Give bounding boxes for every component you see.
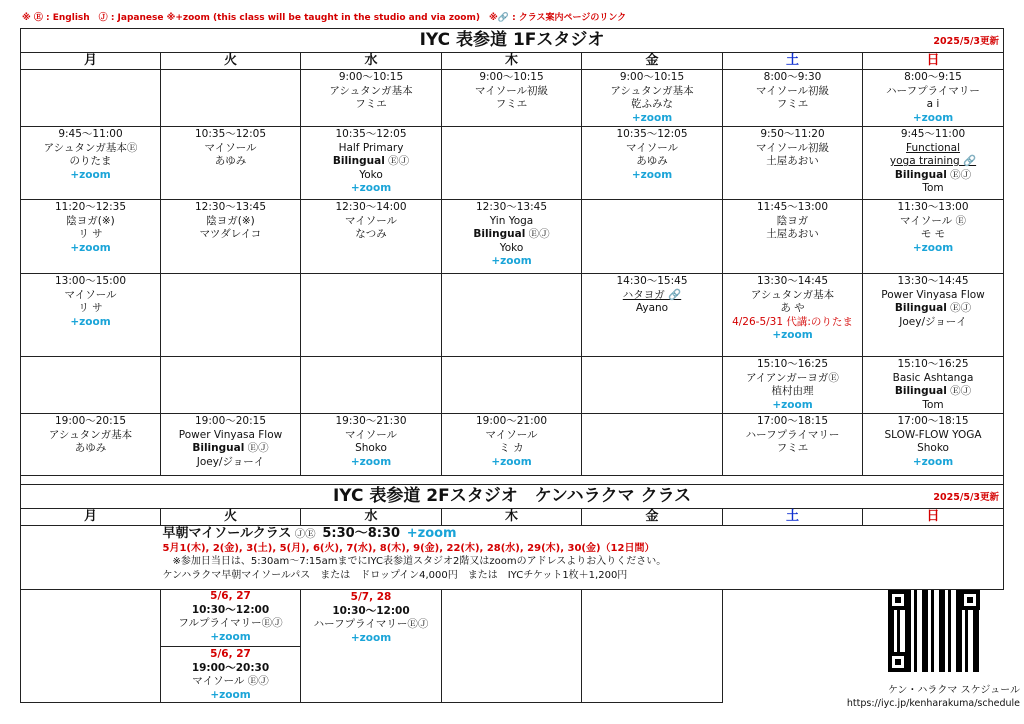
class-cell <box>301 414 442 476</box>
class-time: 17:00～18:15 <box>897 415 969 427</box>
class-cell <box>301 200 442 274</box>
language-icons: ⒺⒿ <box>950 168 972 181</box>
studio2-title-cell <box>21 485 1004 509</box>
class-teacher: リ サ <box>78 228 103 240</box>
class-teacher: Yoko <box>499 241 524 254</box>
zoom-badge: +zoom <box>912 455 954 468</box>
class-time: 11:20～12:35 <box>54 201 127 213</box>
class-cell <box>301 127 442 200</box>
class-teacher: あゆみ <box>74 442 107 454</box>
day-wed: 水 <box>301 509 442 526</box>
class-time: 11:30～13:00 <box>897 201 969 213</box>
class-name: ハーフプライマリーⒺⒿ <box>313 618 429 630</box>
empty-cell <box>161 274 301 357</box>
class-link-yoga-training[interactable]: yoga training 🔗 <box>889 155 977 167</box>
class-time: 9:45～11:00 <box>900 128 966 140</box>
day-sun: 日 <box>863 509 1004 526</box>
class-teacher: フミエ <box>776 98 809 110</box>
class-name: Half Primary <box>338 141 404 154</box>
bilingual-tag <box>865 169 1001 183</box>
bilingual-label: Bilingual <box>894 385 947 397</box>
bilingual-tag <box>865 302 1001 316</box>
schedule-row <box>21 274 1004 357</box>
class-cell <box>21 414 161 476</box>
schedule-row <box>21 127 1004 200</box>
class-name: マイソール <box>344 428 398 441</box>
qr-caption: ケン・ハラクマ スケジュール <box>887 685 1020 696</box>
class-cell <box>723 357 863 414</box>
bilingual-label: Bilingual <box>192 442 245 454</box>
class-teacher: 乾ふみな <box>631 98 673 110</box>
class-cell <box>161 127 301 200</box>
zoom-badge: +zoom <box>772 398 813 411</box>
empty-cell <box>161 70 301 127</box>
class-name: マイソール <box>485 428 538 441</box>
bilingual-label: Bilingual <box>332 155 385 167</box>
class-teacher: 植村由理 <box>771 385 814 397</box>
morning-mysore-cell <box>161 526 1004 590</box>
class-time: 19:30～21:30 <box>335 415 407 427</box>
bilingual-label: Bilingual <box>894 302 947 314</box>
class-cell <box>863 274 1004 357</box>
morning-title: 早朝マイソールクラス <box>162 526 292 541</box>
class-name: 陰ヨガ(※) <box>206 214 255 227</box>
class-time: 10:35～12:05 <box>335 128 407 140</box>
day-tue: 火 <box>161 53 301 70</box>
empty-cell <box>442 274 582 357</box>
zoom-badge: +zoom <box>912 241 954 254</box>
class-time: 14:30～15:45 <box>616 275 688 287</box>
morning-time: 5:30～8:30 <box>322 526 401 541</box>
empty-cell <box>161 357 301 414</box>
zoom-badge: +zoom <box>406 526 457 541</box>
day-thu: 木 <box>442 509 582 526</box>
class-time: 13:00～15:00 <box>54 275 127 287</box>
class-time: 12:30～14:00 <box>335 201 407 213</box>
class-teacher: Shoko <box>917 442 949 454</box>
class-name: ハーフプライマリー <box>745 428 840 441</box>
class-name: アシュタンガ基本 <box>329 84 413 97</box>
class-teacher: フミエ <box>495 98 528 110</box>
class-teacher: Tom <box>922 398 944 411</box>
class-cell <box>723 70 863 127</box>
class-name: マイソール <box>204 141 257 154</box>
class-teacher: フミエ <box>776 442 809 454</box>
empty-cell <box>21 590 161 703</box>
class-cell <box>723 274 863 357</box>
class-cell <box>723 200 863 274</box>
empty-cell <box>301 357 442 414</box>
empty-cell <box>442 127 582 200</box>
class-name: マイソール <box>625 141 679 154</box>
class-cell <box>723 414 863 476</box>
class-time: 19:00～20:15 <box>54 415 127 427</box>
studio1-title: IYC 表参道 1Fスタジオ <box>419 29 605 50</box>
qr-code-icon[interactable] <box>888 590 980 672</box>
language-icons: ⒿⒺ <box>294 528 316 540</box>
morning-note: ※参加日当日は、5:30am～7:15amまでにIYC表参道スタジオ2階又はzoomのアドレスよりお入りください。 <box>172 556 667 567</box>
zoom-badge: +zoom <box>631 168 673 181</box>
class-teacher: リ サ <box>78 302 103 314</box>
class-time: 10:35～12:05 <box>194 128 267 140</box>
zoom-badge: +zoom <box>350 631 392 644</box>
class-teacher: のりたま <box>69 155 112 167</box>
class-name: フルプライマリーⒺⒿ <box>178 617 283 629</box>
class-time: 15:10～16:25 <box>897 358 969 370</box>
zoom-badge: +zoom <box>912 111 954 124</box>
class-cell <box>161 590 301 703</box>
class-time: 9:45～11:00 <box>58 128 123 140</box>
zoom-badge: +zoom <box>772 329 813 341</box>
class-name: 陰ヨガ(※) <box>66 214 115 227</box>
class-name: マイソール初級 <box>755 141 830 154</box>
qr-finder-bottom-left <box>888 652 908 672</box>
class-time: 10:35～12:05 <box>616 128 688 140</box>
class-link-functional[interactable]: Functional <box>906 141 961 154</box>
schedule-row <box>21 357 1004 414</box>
studio2-title: IYC 表参道 2Fスタジオ ケンハラクマ クラス <box>332 485 692 506</box>
language-icons: ⒺⒿ <box>247 442 269 454</box>
day-wed: 水 <box>301 53 442 70</box>
bilingual-label: Bilingual <box>894 168 947 181</box>
empty-cell <box>21 357 161 414</box>
class-teacher: なつみ <box>355 228 387 240</box>
class-cell <box>21 200 161 274</box>
zoom-badge: +zoom <box>491 455 532 468</box>
schedule-row <box>21 414 1004 476</box>
class-teacher: ミ カ <box>499 442 524 454</box>
studio2-updated: 2025/5/3更新 <box>933 492 1000 503</box>
class-time: 13:30～14:45 <box>897 275 969 287</box>
empty-cell <box>21 70 161 127</box>
class-teacher: Ayano <box>635 302 669 314</box>
class-teacher: あゆみ <box>214 155 247 167</box>
class-teacher: Yoko <box>359 168 383 181</box>
class-name: SLOW-FLOW YOGA <box>884 428 982 441</box>
day-header-row-2 <box>21 509 1004 526</box>
class-time: 10:30～12:00 <box>191 603 270 616</box>
class-cell <box>301 590 442 703</box>
studio1-title-cell <box>21 29 1004 53</box>
class-cell <box>863 357 1004 414</box>
class-cell <box>442 200 582 274</box>
class-teacher: Shoko <box>355 442 387 454</box>
class-teacher: Joey/ジョーイ <box>899 315 967 328</box>
qr-finder-top-right <box>960 590 980 610</box>
class-time: 8:00～9:30 <box>763 71 822 83</box>
class-cell <box>582 70 723 127</box>
class-teacher: 土屋あおい <box>766 155 819 167</box>
class-time: 10:30～12:00 <box>332 604 410 617</box>
class-name: マイソール初級 <box>755 84 830 97</box>
class-dates: 5/6, 27 <box>210 648 251 660</box>
substitute-note: 4/26-5/31 代講:のりたま <box>732 315 853 328</box>
zoom-badge: +zoom <box>350 182 392 194</box>
class-time: 19:00～21:00 <box>475 415 548 427</box>
day-sat: 土 <box>723 53 863 70</box>
bilingual-tag <box>163 442 298 456</box>
class-name: マイソール初級 <box>474 84 549 97</box>
class-block <box>161 590 300 644</box>
empty-cell <box>582 200 723 274</box>
class-teacher: 土屋あおい <box>766 228 819 240</box>
day-fri: 金 <box>582 53 723 70</box>
zoom-badge: +zoom <box>70 241 111 254</box>
language-icons: ⒺⒿ <box>528 228 550 240</box>
class-cell <box>21 127 161 200</box>
class-cell <box>442 414 582 476</box>
class-name: Yin Yoga <box>489 214 534 227</box>
class-time: 19:00～20:30 <box>191 661 270 674</box>
class-time: 8:00～9:15 <box>904 71 962 83</box>
class-time: 12:30～13:45 <box>194 201 267 213</box>
class-name: アシュタンガ基本Ⓔ <box>43 141 138 154</box>
class-name: Basic Ashtanga <box>892 371 974 384</box>
class-teacher: マツダレイコ <box>199 228 262 240</box>
class-name: ハーフプライマリー <box>886 84 980 97</box>
class-teacher: モ モ <box>920 228 946 240</box>
class-teacher: あゆみ <box>636 155 668 167</box>
class-name: アイアンガーヨガⒺ <box>746 371 839 384</box>
language-icons: ⒺⒿ <box>950 385 972 397</box>
schedule-row <box>21 200 1004 274</box>
class-cell <box>442 70 582 127</box>
class-time: 13:30～14:45 <box>756 275 829 287</box>
class-cell <box>863 414 1004 476</box>
class-link-hatha-yoga[interactable]: ハタヨガ 🔗 <box>622 288 682 301</box>
class-name: マイソール <box>344 214 398 227</box>
class-time: 19:00～20:15 <box>194 415 267 427</box>
empty-cell <box>301 274 442 357</box>
zoom-badge: +zoom <box>70 315 111 328</box>
zoom-badge: +zoom <box>631 111 673 124</box>
day-tue: 火 <box>161 509 301 526</box>
empty-cell <box>582 357 723 414</box>
day-sun: 日 <box>863 53 1004 70</box>
class-cell <box>863 70 1004 127</box>
class-name: マイソール <box>64 288 117 301</box>
class-name: マイソール ⒺⒿ <box>192 675 269 687</box>
empty-cell <box>582 590 723 703</box>
class-dates: 5/6, 27 <box>210 590 251 602</box>
zoom-badge: +zoom <box>210 688 251 701</box>
class-time: 17:00～18:15 <box>756 415 829 427</box>
class-dates: 5/7, 28 <box>350 591 392 603</box>
class-time: 9:00～10:15 <box>619 71 685 83</box>
empty-cell <box>582 414 723 476</box>
empty-cell <box>442 590 582 703</box>
day-fri: 金 <box>582 509 723 526</box>
zoom-badge: +zoom <box>70 168 111 181</box>
morning-class-row <box>21 526 1004 590</box>
class-cell <box>582 127 723 200</box>
class-cell <box>161 414 301 476</box>
class-time: 9:50～11:20 <box>760 128 825 140</box>
section-gap <box>21 476 1004 485</box>
language-icons: ⒺⒿ <box>388 155 410 167</box>
class-time: 9:00～10:15 <box>338 71 404 83</box>
day-mon: 月 <box>21 509 161 526</box>
class-teacher: あ や <box>780 302 805 314</box>
qr-finder-top-left <box>888 590 908 610</box>
day-mon: 月 <box>21 53 161 70</box>
class-name: アシュタンガ基本 <box>750 288 835 301</box>
class-time: 15:10～16:25 <box>756 358 829 370</box>
class-name: マイソール Ⓔ <box>900 214 966 227</box>
class-name: Power Vinyasa Flow <box>178 428 283 441</box>
class-time: 12:30～13:45 <box>475 201 548 213</box>
class-cell <box>863 200 1004 274</box>
class-block <box>161 646 300 702</box>
class-teacher: Joey/ジョーイ <box>196 455 265 468</box>
empty-cell <box>442 357 582 414</box>
day-thu: 木 <box>442 53 582 70</box>
language-icons: ⒺⒿ <box>950 302 972 314</box>
class-name: Power Vinyasa Flow <box>881 288 985 301</box>
class-cell <box>723 127 863 200</box>
studio1-updated: 2025/5/3更新 <box>933 36 1000 47</box>
day-header-row <box>21 53 1004 70</box>
class-cell <box>582 274 723 357</box>
class-name: アシュタンガ基本 <box>48 428 133 441</box>
day-sat: 土 <box>723 509 863 526</box>
class-teacher: Tom <box>922 182 944 194</box>
morning-heading <box>163 527 1002 542</box>
schedule-url-link[interactable]: https://iyc.jp/kenharakuma/schedule <box>846 698 1020 709</box>
bilingual-label: Bilingual <box>473 228 526 240</box>
class-cell <box>21 274 161 357</box>
class-teacher: a i <box>926 98 940 110</box>
class-cell <box>161 200 301 274</box>
class-name: アシュタンガ基本 <box>610 84 694 97</box>
class-teacher: フミエ <box>355 98 387 110</box>
zoom-badge: +zoom <box>491 255 532 267</box>
legend-note: ※ Ⓔ : English Ⓙ : Japanese ※+zoom (this class will be taught in the studio and via zoom) ※🔗 : クラス案内ページのリンク <box>22 13 627 23</box>
class-cell <box>863 127 1004 200</box>
qr-block <box>830 590 1020 709</box>
zoom-badge: +zoom <box>210 630 251 643</box>
bilingual-tag <box>865 385 1001 399</box>
schedule-row <box>21 70 1004 127</box>
bilingual-tag <box>303 155 439 169</box>
empty-cell <box>21 526 161 590</box>
gap-cell <box>21 476 1004 485</box>
class-name: 陰ヨガ <box>776 214 809 227</box>
zoom-badge: +zoom <box>350 455 392 468</box>
bilingual-tag <box>444 228 579 242</box>
morning-dates: 5月1(木), 2(金), 3(土), 5(月), 6(火), 7(水), 8(木), 9(金), 22(木), 28(水), 29(木), 30(金)（12日間） <box>162 542 655 554</box>
class-cell <box>301 70 442 127</box>
class-time: 9:00～10:15 <box>479 71 544 83</box>
morning-price: ケンハラクマ早朝マイソールパス または ドロップイン4,000円 または IYCチケット1枚＋1,200円 <box>162 569 628 581</box>
class-time: 11:45～13:00 <box>756 201 829 213</box>
